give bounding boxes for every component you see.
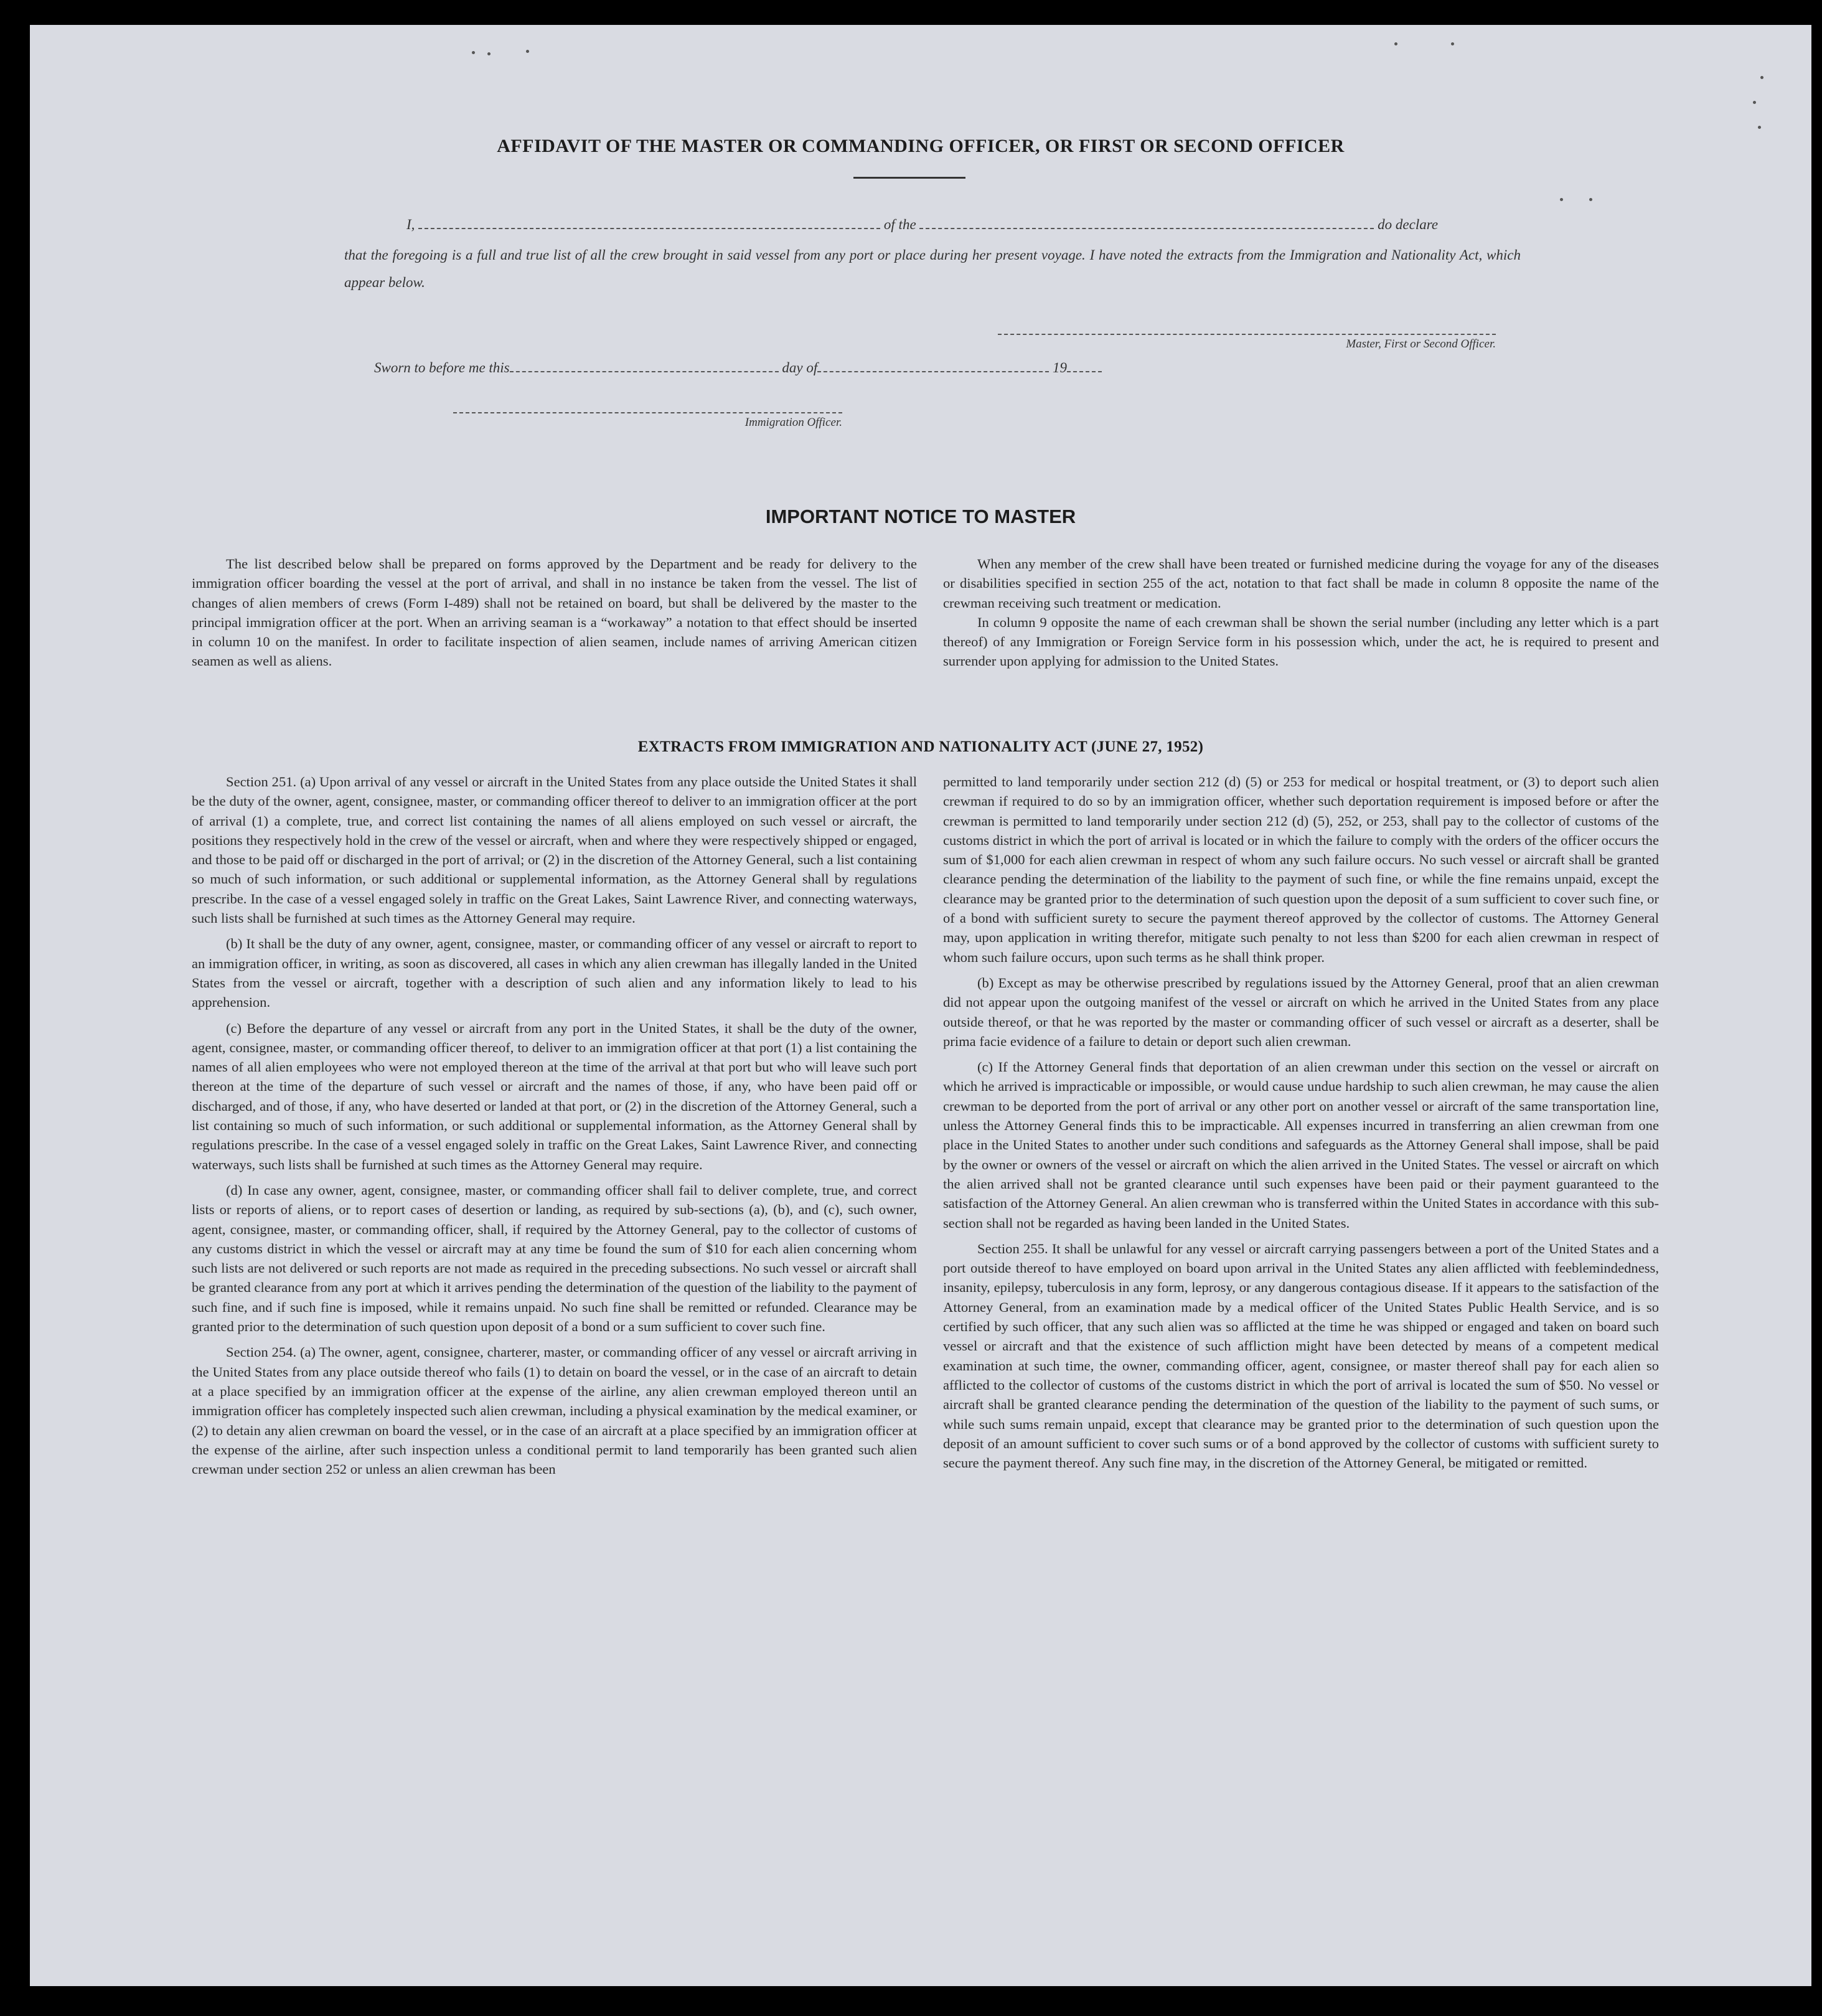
speck: [472, 51, 475, 54]
immigration-officer-caption: Immigration Officer.: [744, 416, 842, 429]
speck: [1589, 198, 1592, 201]
form-sheet: [30, 25, 1811, 1986]
declaration-line: [406, 217, 1521, 233]
sworn-year-field[interactable]: [1067, 360, 1102, 372]
extract-section-254-b: (b) Except as may be otherwise prescribed by regulations issued by the Attorney General, proof that an alien crewman did not appear upon the outgoing manifest of the vessel or aircraft on which he arrived in the United States from any place outside thereof, or that he was reported by the master or commanding officer of such vessel or aircraft as a deserter, shall be prima facie evidence of a failure to detain or deport such alien crewman.: [943, 974, 1659, 1049]
notice-right-column: [943, 554, 1659, 677]
extract-section-254-a: Section 254. (a) The owner, agent, consignee, charterer, master, or commanding officer of any vessel or aircraft arriving in the United States from any place outside thereof who fails (1) to detain on board the vessel, or in the case of an aircraft to detain at a place specified by an immigration officer at the expense of the airline, any alien crewman employed thereon until an immigration officer has completely inspected such alien crewman, including a physical examination by the medical examiner, or (2) to detain any alien crewman on board the vessel, or in the case of an aircraft at a place specified by an immigration officer at the expense of the airline, after such inspection unless a conditional permit to land temporarily has been granted such alien crewman under section 252 or unless an alien crewman has been: [192, 1344, 917, 1477]
declarant-name-field[interactable]: [418, 217, 880, 229]
notice-heading: IMPORTANT NOTICE TO MASTER: [765, 506, 1076, 527]
declaration-of-the: of the: [883, 217, 916, 232]
extract-section-251-a: Section 251. (a) Upon arrival of any vessel or aircraft in the United States from any place outside the United States it shall be the duty of the owner, agent, consignee, master, or commanding officer thereof to deliver to an immigration officer at the port of arrival (1) a complete, true, and correct list containing the names of all aliens employed on such vessel or aircraft, the positions they respectively hold in the crew of the vessel or aircraft, when and where they were respectively shipped or engaged, and those to be paid off or discharged in the port of arrival; or (2) in the discretion of the Attorney General, such a list containing so much of such information, or such additional or supplemental information, as the Attorney General shall by regulations prescribe. In the case of a vessel engaged solely in traffic on the Great Lakes, Saint Lawrence River, and connecting waterways, such lists shall be furnished at such times as the Attorney General may require.: [192, 774, 917, 926]
speck: [1560, 198, 1563, 201]
extract-section-251-b: (b) It shall be the duty of any owner, agent, consignee, master, or commanding officer of any vessel or aircraft to report to an immigration officer, in writing, as soon as discovered, all cases in which any alien crewman has illegally landed in the United States from the vessel or aircraft, together with a description of such alien and any information likely to lead to his apprehension.: [192, 936, 917, 1010]
speck: [1753, 101, 1756, 104]
speck: [1758, 126, 1761, 129]
master-signature-caption: Master, First or Second Officer.: [1346, 337, 1496, 351]
extracts-left-column: [192, 772, 917, 1485]
sworn-day-of: day of: [782, 360, 818, 375]
declaration-do-declare: do declare: [1378, 217, 1439, 232]
speck: [1760, 76, 1763, 79]
notice-left-text: The list described below shall be prepared on forms approved by the Department and be ready for delivery to the immigration officer boarding the vessel at the port of arrival, and shall in no instance be taken from the vessel. The list of changes of alien members of crews (Form I-489) shall not be retained on board, but shall be delivered by the master to the principal immigration officer at the port. When an arriving seaman is a “workaway” a notation to that effect should be inserted in column 10 on the manifest. In order to facilitate inspection of alien seamen, include names of arriving American citizen seamen as well as aliens.: [192, 556, 917, 669]
notice-left-column: [192, 554, 917, 677]
declaration-pronoun: I,: [406, 217, 415, 232]
extract-section-254-c: (c) If the Attorney General finds that deportation of an alien crewman under this section on the vessel or aircraft on which he arrived is impracticable or impossible, or would cause undue hardship to such alien crewman, he may cause the alien crewman to be deported from the port of arrival or any other port on another vessel or aircraft of the same transportation line, unless the Attorney General finds this to be impracticable. All expenses incurred in transferring an alien crewman from one place in the United States to another under such conditions and safeguards as the Attorney General shall impose, shall be paid by the owner or owners of the vessel or aircraft on which the alien arrived in the United States. The vessel or aircraft on which the alien arrived shall not be granted clearance until such expenses have been paid or their payment guaranteed to the satisfaction of the Attorney General. An alien crewman who is transferred within the United States in accordance with this sub-section shall not be regarded as having been landed in the United States.: [943, 1059, 1659, 1231]
master-signature-field[interactable]: [998, 334, 1496, 335]
affidavit-title: AFFIDAVIT OF THE MASTER OR COMMANDING OFFICER, OR FIRST OR SECOND OFFICER: [497, 136, 1345, 156]
extract-section-255: Section 255. It shall be unlawful for any vessel or aircraft carrying passengers between a port of the United States and a port outside thereof to have employed on board upon arrival in the United States any alien afflicted with feeblemindedness, insanity, epilepsy, tuberculosis in any form, leprosy, or any dangerous contagious disease. If it appears to the satisfaction of the Attorney General, from an examination made by a medical officer of the United States Public Health Service, and is so certified by such officer, that any such alien was so afflicted at the time he was shipped or engaged and taken on board such vessel or aircraft and that the existence of such affliction might have been detected by means of a competent medical examination at such time, the owner, commanding officer, agent, consignee, or master thereof shall pay for each alien so afflicted to the collector of customs of the customs district in which the port of arrival is located the sum of $50. No vessel or aircraft shall be granted clearance pending the determination of the question of the liability to the payment of such sums, or while such sums remain unpaid, except that clearance may be granted prior to the determination of such question upon the deposit of an amount sufficient to cover such sums or of a bond approved by the collector of customs with sufficient surety to secure the payment thereof. Any such fine may, in the discretion of the Attorney General, be mitigated or remitted.: [943, 1240, 1659, 1471]
notice-right-text-2: In column 9 opposite the name of each crewman shall be shown the serial number (including any letter which is a part thereof) of any Immigration or Foreign Service form in his possession which, under the act, he is required to present and surrender upon applying for admission to the United States.: [943, 614, 1659, 669]
speck: [1394, 42, 1397, 45]
notice-right-text-1: When any member of the crew shall have been treated or furnished medicine during the voyage for any of the diseases or disabilities specified in section 255 of the act, notation to that fact shall be made in column 8 opposite the name of the crewman receiving such treatment or medication.: [943, 556, 1659, 611]
vessel-name-field[interactable]: [919, 217, 1374, 229]
sworn-line: [374, 360, 1246, 376]
extracts-heading: EXTRACTS FROM IMMIGRATION AND NATIONALITY ACT (JUNE 27, 1952): [637, 738, 1204, 755]
extract-section-254-a-cont: permitted to land temporarily under section 212 (d) (5) or 253 for medical or hospital treatment, or (3) to deport such alien crewman if required to do so by an immigration officer, whether such deportation requirement is imposed before or after the crewman is permitted to land temporarily under section 212 (d) (5), 252, or 253, shall pay to the collector of customs of the customs district in which the port of arrival is located or in which the failure to comply with the orders of the officer occurs the sum of $1,000 for each alien crewman in respect of whom any such failure occurs. No such vessel or aircraft shall be granted clearance pending the determination of the liability to the payment of such fine, or while the fine remains unpaid, except the clearance may be granted prior to the determination of such question upon the deposit of a sum sufficient to cover such fine, or of a bond with sufficient surety to secure the payment thereof approved by the collector of customs. The Attorney General may, upon application in writing therefor, mitigate such penalty to not less than $200 for each alien crewman in respect of whom such failure occurs, upon such terms as he shall think proper.: [943, 774, 1659, 965]
speck: [1451, 42, 1454, 45]
speck: [487, 52, 491, 55]
sworn-month-field[interactable]: [817, 360, 1049, 372]
declaration-body: that the foregoing is a full and true list of all the crew brought in said vessel from any port or place during her present voyage. I have noted the extracts from the Immigration and Nationality Act, which appear below.: [344, 247, 1521, 290]
sworn-day-field[interactable]: [510, 360, 779, 372]
extract-section-251-c: (c) Before the departure of any vessel or aircraft from any port in the United States, it shall be the duty of the owner, agent, consignee, master, or commanding officer thereof, to deliver to an immigration officer at that port (1) a list containing the names of all alien employees who were not employed thereon at the time of the arrival at that port but who will leave such port thereon at the time of the departure of such vessel or aircraft and the names of those, if any, who have been paid off or discharged, and of those, if any, who have deserted or landed at that port, or (2) in the discretion of the Attorney General, such a list containing so much of such information, or such additional or supplemental information, as the Attorney General shall by regulations prescribe. In the case of a vessel engaged solely in traffic on the Great Lakes, Saint Lawrence River, and connecting waterways, such lists shall be furnished at such times as the Attorney General may require.: [192, 1020, 917, 1172]
sworn-prefix: Sworn to before me this: [374, 360, 510, 375]
sworn-year-prefix: 19: [1053, 360, 1067, 375]
speck: [526, 50, 529, 53]
extracts-right-column: [943, 772, 1659, 1479]
immigration-officer-signature-field[interactable]: [453, 412, 842, 413]
title-rule: [853, 177, 965, 179]
extract-section-251-d: (d) In case any owner, agent, consignee, master, or commanding officer shall fail to deliver complete, true, and correct lists or reports of aliens, or to report cases of desertion or landing, as required by sub-sections (a), (b), and (c), such owner, agent, consignee, master, or commanding officer, shall, if required by the Attorney General, pay to the collector of customs of any customs district in which the vessel or aircraft may at any time be found the sum of $10 for each alien concerning whom such lists are not delivered or such reports are not made as required in the preceding subsections. No such vessel or aircraft shall be granted clearance from any port at which it arrives pending the determination of the question of the liability to the payment of such fine, and if such fine is imposed, while it remains unpaid. No such fine shall be remitted or refunded. Clearance may be granted prior to the determination of such question upon deposit of a bond or a sum sufficient to cover such fine.: [192, 1182, 917, 1335]
